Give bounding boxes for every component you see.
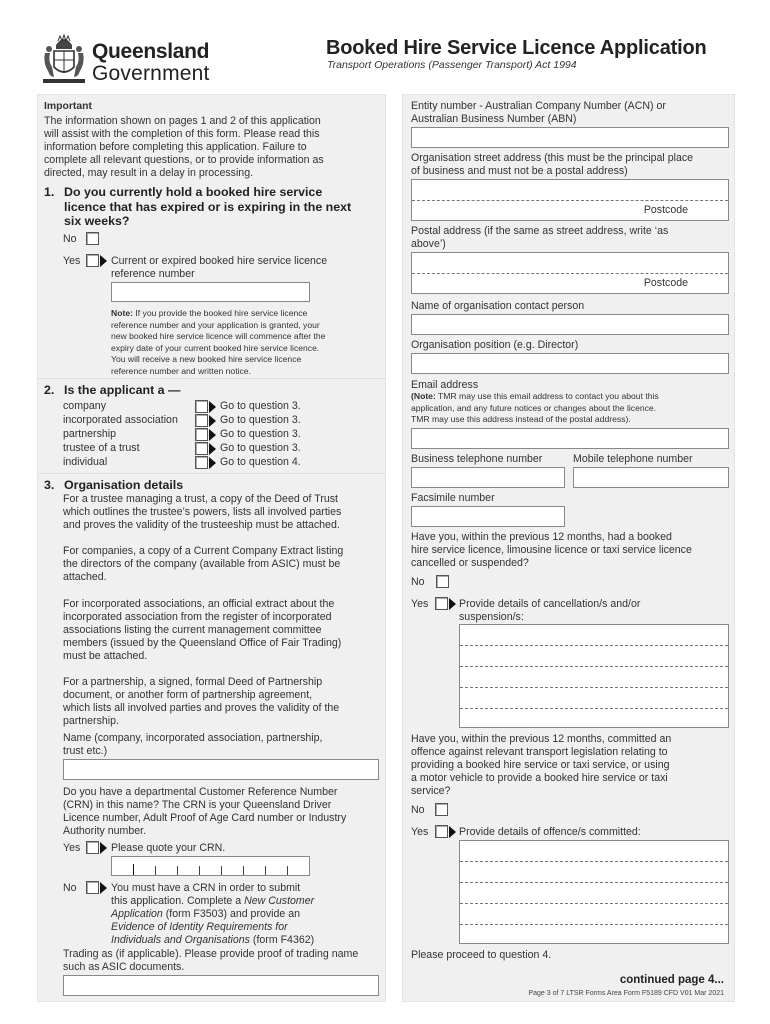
page-subtitle: Transport Operations (Passenger Transport) Act 1994 [327,59,577,71]
organisation-name-input[interactable] [63,759,379,780]
continued-page-label: continued page 4... [619,974,724,986]
association-requirements: For incorporated associations, an official extract about the incorporated association from the register of incorporated associations listing the current management committee members (issued by the Queensland Office of Fair Trading) must be attached. [63,598,342,662]
crn-yes-label: Yes [63,842,81,854]
crn-question: Do you have a departmental Customer Reference Number (CRN) in this name? The CRN is your Queensland Driver Licence number, Adult Proof of Age Card number or Industry Authority number. [63,786,347,837]
organisation-name-label: Name (company, incorporated association, partnership, trust etc.) [63,732,323,757]
street-postcode-label: Postcode [643,204,688,216]
street-address-label: Organisation street address (this must be the principal place of business and must not be a postal address) [411,152,694,177]
proceed-instruction: Please proceed to question 4. [411,949,552,961]
option-company: company Go to question 3. [63,400,301,412]
fax-label: Facsimile number [411,492,495,504]
option-incorporated-association: incorporated association Go to question 3. [63,414,301,426]
page-title: Booked Hire Service Licence Application [326,37,707,59]
email-note: (Note: TMR may use this email address to contact you about this application, and any future notices or changes about the licence. TMR may use this address instead of the postal address). [411,391,659,424]
trust-requirements: For a trustee managing a trust, a copy of the Deed of Trust which outlines the trustee’s powers, lists all involved parties and proves the validity of the trusteeship must be attached. [63,493,342,531]
postal-address-input[interactable] [411,252,729,294]
right-column [402,94,735,1002]
crn-no-label: No [63,882,77,894]
offence-no-label: No [411,804,425,816]
gov-name-line2: Government [92,62,210,85]
arrow-right-icon [449,598,456,610]
offence-question: Have you, within the previous 12 months, committed an offence against relevant transport legislation relating to providing a booked hire service or taxi service, or using a motor vehicle to provide a booked hire service or taxi service? [411,733,672,797]
trustee-checkbox[interactable] [195,442,208,455]
offence-details-input[interactable] [459,840,729,944]
page-header [0,0,770,92]
option-trustee: trustee of a trust Go to question 3. [63,442,301,454]
gov-name-line1: Queensland [92,40,210,63]
contact-person-input[interactable] [411,314,729,335]
arrow-right-icon [209,457,216,469]
offence-prompt: Provide details of offence/s committed: [459,826,641,838]
organisation-position-input[interactable] [411,353,729,374]
option-partnership: partnership Go to question 3. [63,428,301,440]
crn-yes-prompt: Please quote your CRN. [111,842,226,854]
cancellation-question: Have you, within the previous 12 months, had a booked hire service licence, limousine licence or taxi service licence cancelled or suspended? [411,531,692,569]
offence-yes-checkbox[interactable] [435,825,448,838]
entity-number-input[interactable] [411,127,729,148]
q1-yes-checkbox[interactable] [86,254,99,267]
option-individual: individual Go to question 4. [63,456,301,468]
arrow-right-icon [209,443,216,455]
section-divider [38,473,385,474]
mobile-phone-label: Mobile telephone number [573,453,693,465]
crn-no-instructions: You must have a CRN in order to submit this application. Complete a New Customer Application (form F3503) and provide an Evidence of Identity Requirements for Individuals and Organisations (form F4362) [111,882,315,946]
offence-yes-label: Yes [411,826,429,838]
arrow-right-icon [449,826,456,838]
arrow-right-icon [209,401,216,413]
mobile-phone-input[interactable] [573,467,729,488]
street-address-input[interactable] [411,179,729,221]
fax-input[interactable] [411,506,565,527]
email-input[interactable] [411,428,729,449]
offence-no-checkbox[interactable] [435,803,448,816]
company-checkbox[interactable] [195,400,208,413]
postal-postcode-label: Postcode [643,277,688,289]
cancellation-no-label: No [411,576,425,588]
individual-checkbox[interactable] [195,456,208,469]
q1-no-checkbox[interactable] [86,232,99,245]
crn-input[interactable] [111,856,310,876]
cancellation-prompt: Provide details of cancellation/s and/or suspension/s: [459,598,641,623]
cancellation-yes-checkbox[interactable] [435,597,448,610]
important-heading: Important [44,101,92,112]
partnership-checkbox[interactable] [195,428,208,441]
incorporated-association-checkbox[interactable] [195,414,208,427]
left-column: Important The information shown on pages 1 and 2 of this application will assist with the completion of this form. Please read this information before completing this application. Failure to complete all relevant questions, or to provide information as directed, may result in a delay in processing. 1. Do you currently hold a booked hire service licence that has expired or is expiring in the next six weeks? No Yes Current or expired booked hire service licence reference number Note: If you provide the booked hire service licence reference number and your application is granted, your new booked hire service licence will commence after the expiry date of your current booked hire service licence. You will receive a new booked hire service licence reference number and written notice. 2. Is the applicant a — company Go to question 3. incorporated association Go to question 3. partnership Go to question 3. trustee of a trust Go to question 3. individual Go to question 4. 3. Organisation details For a trustee managing a trust, a copy of the Deed of Trust which outlines the trustee’s powers, lists all involved parties and proves the validity of the trusteeship must be attached. For companies, a copy of a Current Company Extract listing the directors of the company (available from ASIC) must be attached. For incorporated associations, an official extract about the incorporated association from the register of incorporated associations listing the current management committee members (issued by the Queensland Office of Fair Trading) must be attached. For a partnership, a signed, formal Deed of Partnership document, or another form of partnership agreement, which lists all involved parties and proves the validity of the partnership. Name (company, incorporated association, partnership, trust etc.) Do you have a departmental Customer Reference Number (CRN) in this name? The CRN is your Queensland Driver Licence number, Adult Proof of Age Card number or Industry Authority number. Yes Please quote your CRN. No You must have a CRN in order to submit this application. Complete a New Customer Application (form F3503) and provide an Evidence of Identity Requirements for Individuals and Organisations (form F4362) Trading as (if applicable). Please provide proof of trading name such as ASIC documents. [37,94,386,1002]
organisation-position-label: Organisation position (e.g. Director) [411,339,579,351]
company-requirements: For companies, a copy of a Current Company Extract listing the directors of the company (available from ASIC) must be attached. [63,545,344,583]
arrow-right-icon [100,255,107,267]
q1-yes-label: Yes [63,255,81,267]
q1-yes-prompt: Current or expired booked hire service licence reference number [111,255,328,280]
arrow-right-icon [209,429,216,441]
business-phone-input[interactable] [411,467,565,488]
crn-no-checkbox[interactable] [86,881,99,894]
licence-reference-number-input[interactable] [111,282,310,302]
arrow-right-icon [100,842,107,854]
q1-note: Note: If you provide the booked hire service licence reference number and your application is granted, your new booked hire service licence will commence after the expiry date of your current booked hire service licence. You will receive a new booked hire service licence reference number and written notice. [111,308,326,376]
crn-yes-checkbox[interactable] [86,841,99,854]
important-text: The information shown on pages 1 and 2 of this application will assist with the completion of this form. Please read this information before completing this application. Failure to complete all relevant questions, or to provide information as directed, may result in a delay in processing. [44,115,324,179]
trading-as-label: Trading as (if applicable). Please provide proof of trading name such as ASIC documents. [63,948,359,973]
cancellation-no-checkbox[interactable] [436,575,449,588]
section-divider [38,378,385,379]
form-metadata: Page 3 of 7 LTSR Forms Area Form F5189 CFD V01 Mar 2021 [528,990,724,997]
q1-no-label: No [63,233,77,245]
business-phone-label: Business telephone number [411,453,543,465]
arrow-right-icon [209,415,216,427]
cancellation-yes-label: Yes [411,598,429,610]
email-label: Email address [411,379,479,391]
entity-number-label: Entity number - Australian Company Number (ACN) or Australian Business Number (ABN) [411,100,666,125]
trading-as-input[interactable] [63,975,379,996]
coat-of-arms-icon [42,33,86,85]
contact-person-label: Name of organisation contact person [411,300,585,312]
postal-address-label: Postal address (if the same as street address, write ‘as above’) [411,225,669,250]
arrow-right-icon [100,882,107,894]
partnership-requirements: For a partnership, a signed, formal Deed of Partnership document, or another form of partnership agreement, which lists all involved parties and proves the validity of the partnership. [63,676,340,727]
cancellation-details-input[interactable] [459,624,729,728]
applicant-type-options [63,400,383,470]
government-name [92,41,210,85]
